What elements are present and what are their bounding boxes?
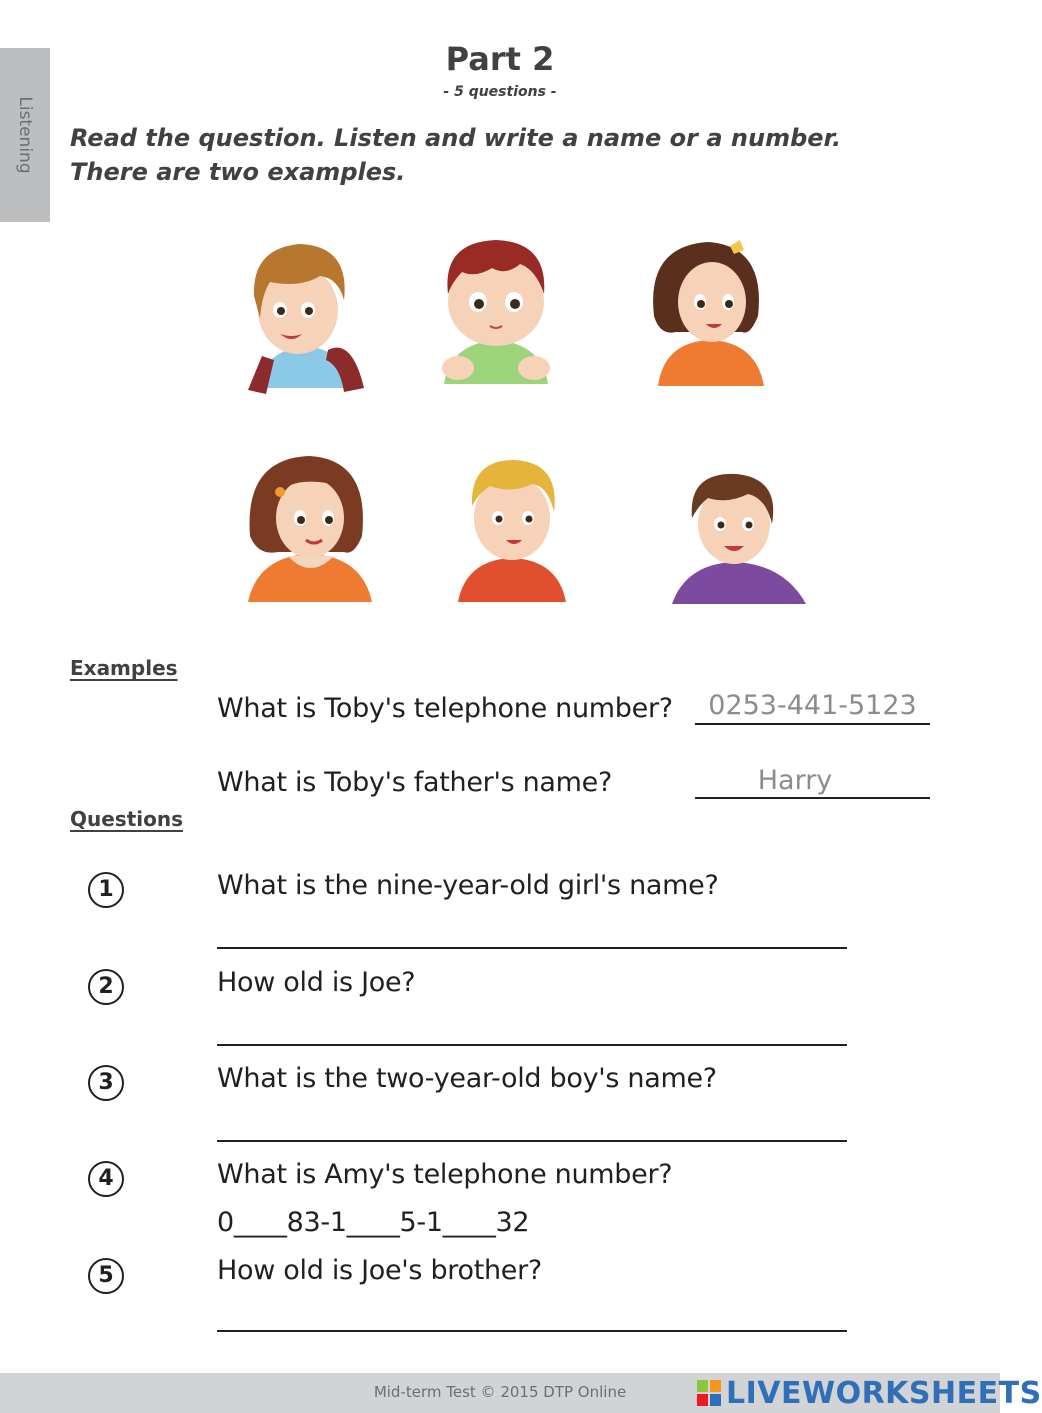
page-title: Part 2 bbox=[445, 40, 555, 78]
baby-boy-picture bbox=[436, 234, 556, 390]
girl-with-hairclip-picture bbox=[244, 452, 374, 604]
question-3-answer-line[interactable] bbox=[217, 1140, 847, 1142]
question-1-text: What is the nine-year-old girl's name? bbox=[217, 870, 719, 901]
questions-heading: Questions bbox=[70, 807, 184, 831]
example-answer-2: Harry bbox=[757, 765, 833, 796]
question-number-5: 5 bbox=[88, 1258, 124, 1294]
question-4-number-pattern[interactable]: 0____83-1____5-1____32 bbox=[217, 1207, 530, 1238]
liveworksheets-brand[interactable]: LIVEWORKSHEETS bbox=[726, 1376, 1042, 1411]
question-number-3: 3 bbox=[88, 1065, 124, 1101]
question-2-text: How old is Joe? bbox=[217, 967, 416, 998]
question-1-answer-line[interactable] bbox=[217, 947, 847, 949]
side-tab-label: Listening bbox=[15, 96, 35, 174]
question-5-text: How old is Joe's brother? bbox=[217, 1255, 542, 1286]
brown-haired-boy-picture bbox=[672, 470, 808, 606]
instruction-line-2: There are two examples. bbox=[70, 158, 406, 186]
example-answer-line-1 bbox=[695, 723, 930, 725]
example-question-2: What is Toby's father's name? bbox=[217, 767, 613, 798]
examples-heading: Examples bbox=[70, 656, 178, 680]
blond-boy-picture bbox=[456, 456, 568, 604]
boy-with-backpack-picture bbox=[240, 238, 370, 396]
question-number-2: 2 bbox=[88, 969, 124, 1005]
example-question-1: What is Toby's telephone number? bbox=[217, 693, 673, 724]
girl-with-bow-picture bbox=[646, 236, 772, 388]
question-2-answer-line[interactable] bbox=[217, 1044, 847, 1046]
page-subtitle: - 5 questions - bbox=[443, 84, 557, 100]
question-3-text: What is the two-year-old boy's name? bbox=[217, 1063, 717, 1094]
example-answer-line-2 bbox=[695, 797, 930, 799]
question-number-1: 1 bbox=[88, 872, 124, 908]
question-number-4: 4 bbox=[88, 1161, 124, 1197]
footer-credit: Mid-term Test © 2015 DTP Online bbox=[373, 1383, 627, 1401]
question-4-text: What is Amy's telephone number? bbox=[217, 1159, 673, 1190]
question-5-answer-line[interactable] bbox=[217, 1330, 847, 1332]
instruction-line-1: Read the question. Listen and write a name or a number. bbox=[70, 124, 842, 152]
liveworksheets-logo-icon bbox=[697, 1380, 721, 1406]
example-answer-1: 0253-441-5123 bbox=[708, 690, 917, 721]
